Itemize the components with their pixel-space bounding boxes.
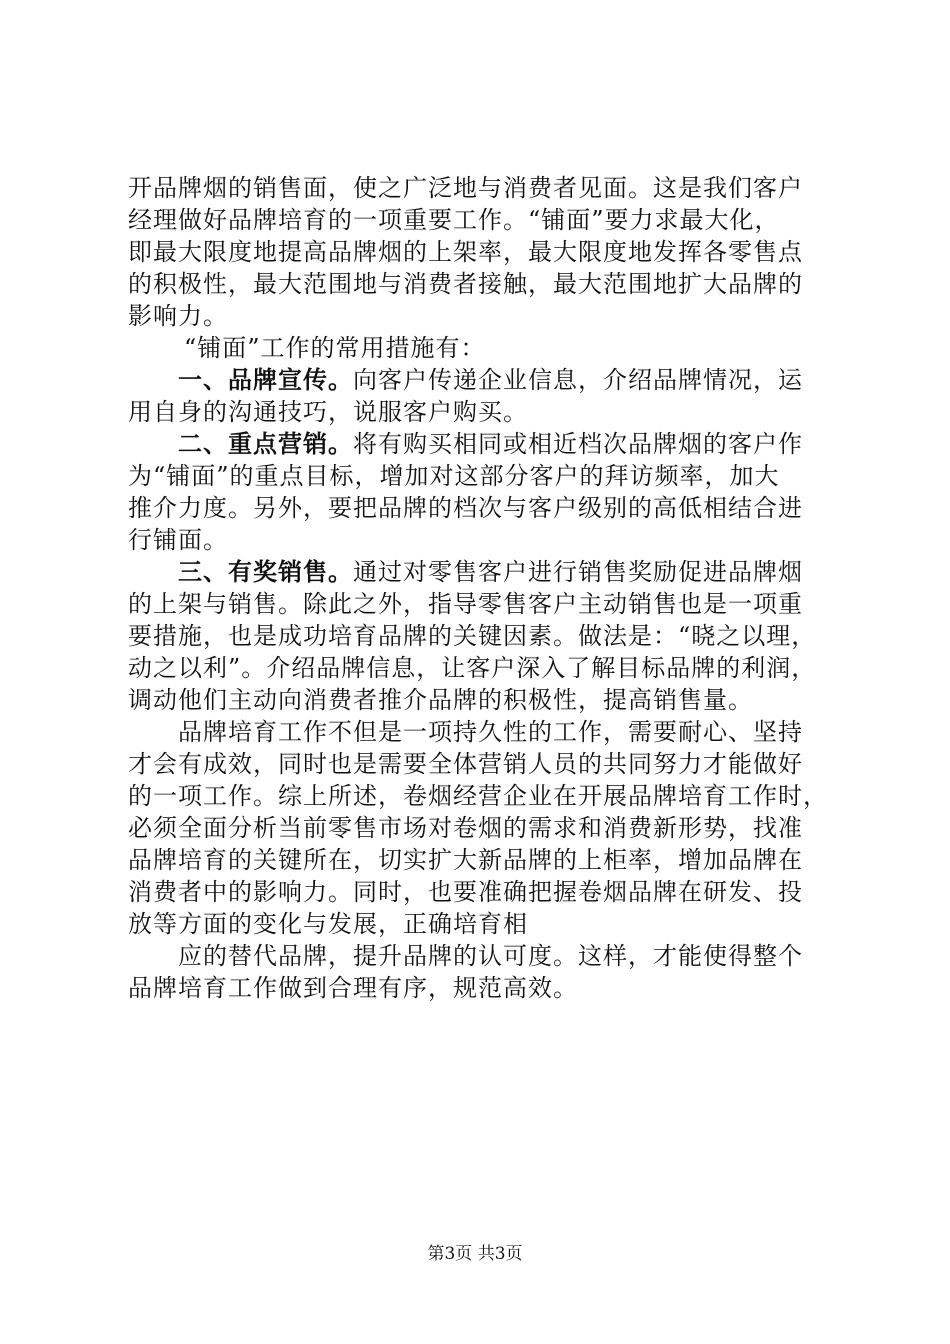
text-line: 应的替代品牌，提升品牌的认可度。这样，才能使得整个 — [178, 942, 803, 970]
text-line: 的上架与销售。除此之外，指导零售客户主动销售也是一项重 — [128, 590, 803, 618]
text-line: 经理做好品牌培育的一项重要工作。“铺面”要力求最大化， — [128, 206, 780, 234]
text-line: 行铺面。 — [128, 526, 228, 554]
section-text: 将有购买相同或相近档次品牌烟的客户作 — [353, 430, 803, 458]
section-text: 向客户传递企业信息，介绍品牌情况，运 — [353, 366, 803, 394]
text-line: 为“铺面”的重点目标，增加对这部分客户的拜访频率，加大 — [128, 462, 780, 490]
text-line: “铺面”工作的常用措施有： — [184, 334, 486, 362]
document-body — [128, 172, 828, 1004]
text-line: 品牌培育工作做到合理有序，规范高效。 — [128, 974, 578, 1002]
text-line — [128, 556, 818, 588]
section-text: 通过对零售客户进行销售奖励促进品牌烟 — [353, 558, 803, 586]
text-line: 品牌培育的关键所在，切实扩大新品牌的上柜率，增加品牌在 — [128, 846, 803, 874]
page-number-footer: 第3页 共3页 — [427, 1244, 523, 1264]
text-line: 影响力。 — [128, 302, 228, 330]
text-line: 要措施，也是成功培育品牌的关键因素。做法是：“晓之以理， — [128, 622, 817, 650]
text-line: 放等方面的变化与发展，正确培育相 — [128, 910, 528, 938]
text-line: 推介力度。另外，要把品牌的档次与客户级别的高低相结合进 — [128, 494, 803, 522]
text-line: 的积极性，最大范围地与消费者接触，最大范围地扩大品牌的 — [128, 270, 803, 298]
text-line: 品牌培育工作不但是一项持久性的工作，需要耐心、坚持 — [178, 718, 803, 746]
text-line: 用自身的沟通技巧，说服客户购买。 — [128, 398, 528, 426]
text-line: 即最大限度地提高品牌烟的上架率，最大限度地发挥各零售点 — [128, 238, 803, 266]
section-heading: 三、有奖销售。 — [178, 557, 353, 586]
text-line: 必须全面分析当前零售市场对卷烟的需求和消费新形势，找准 — [128, 814, 803, 842]
section-heading: 二、重点营销。 — [178, 429, 353, 458]
text-line: 才会有成效，同时也是需要全体营销人员的共同努力才能做好 — [128, 750, 803, 778]
text-line: 消费者中的影响力。同时，也要准确把握卷烟品牌在研发、投 — [128, 878, 803, 906]
text-line — [128, 428, 818, 460]
section-heading: 一、品牌宣传。 — [178, 365, 353, 394]
text-line: 动之以利”。介绍品牌信息，让客户深入了解目标品牌的利润， — [128, 654, 817, 682]
text-line: 开品牌烟的销售面，使之广泛地与消费者见面。这是我们客户 — [128, 174, 803, 202]
text-line: 的一项工作。综上所述，卷烟经营企业在开展品牌培育工作时， — [128, 782, 828, 810]
text-line: 调动他们主动向消费者推介品牌的积极性，提高销售量。 — [128, 686, 753, 714]
text-line — [128, 364, 818, 396]
